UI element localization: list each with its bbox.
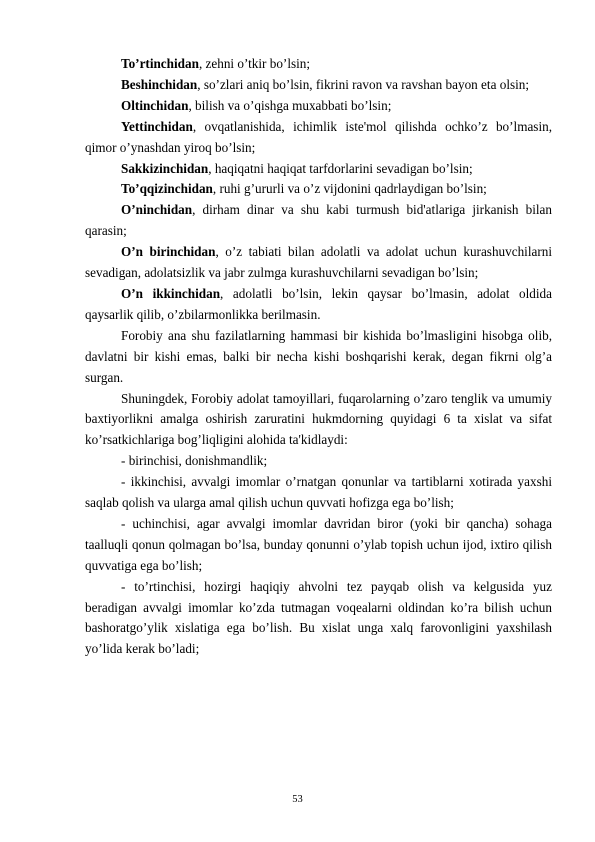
paragraph-text: - ikkinchisi, avvalgi imomlar o’rnatgan qonunlar va tartiblarni xotirada yaxshi saqlab qolish va ularga amal qilish uchun quvvati hofizga ega bo’lish; xyxy=(85,474,552,511)
paragraph-principles xyxy=(85,389,552,452)
paragraph-text: , ovqatlanishida, ichimlik iste'mol qilishda ochko’z bo’lmasin, qimor o’ynashdan yiroq bo’lsin; xyxy=(85,118,552,155)
paragraph-lead: Sakkizinchidan xyxy=(121,160,209,176)
paragraph-text: , ruhi g’ururli va o’z vijdonini qadrlaydigan bo’lsin; xyxy=(212,181,487,197)
paragraph-9th-quality xyxy=(85,179,552,200)
list-item-fourth xyxy=(85,577,552,661)
paragraph-10th-quality xyxy=(85,200,552,242)
paragraph-text: - uchinchisi, agar avvalgi imomlar davridan biror (yoki bir qancha) sohaga taalluqli qonun qolmagan bo’lsa, bunday qonunni o’ylab topish uchun ijod, ixtiro qilish quvvatiga ega bo’lish; xyxy=(85,515,552,573)
paragraph-text: Shuningdek, Forobiy adolat tamoyillari, fuqarolarning o’zaro tenglik va umumiy baxtiyorlikni amalga oshirish zaruratini hukmdorning quyidagi 6 ta xislat va sifat ko’rsatkichlariga bog’liqligini alohida ta'kidlaydi: xyxy=(85,390,552,448)
paragraph-text: - birinchisi, donishmandlik; xyxy=(121,453,268,469)
paragraph-text: , haqiqatni haqiqat tarfdorlarini sevadigan bo’lsin; xyxy=(208,160,473,176)
paragraph-11th-quality xyxy=(85,242,552,284)
paragraph-8th-quality xyxy=(85,159,552,180)
paragraph-text: , zehni o’tkir bo’lsin; xyxy=(198,56,311,71)
paragraph-lead: O’ninchidan xyxy=(121,202,193,218)
paragraph-lead: To’qqizinchidan xyxy=(121,181,213,197)
paragraph-6th-quality xyxy=(85,96,552,117)
paragraph-7th-quality xyxy=(85,117,552,159)
paragraph-text: - to’rtinchisi, hozirgi haqiqiy ahvolni tez payqab olish va kelgusida yuz beradigan avvalgi imomlar ko’zda tutmagan voqealarni oldindan ko’ra bilish uchun bashoratgo’ylik xislatiga ega bo’lish. Bu xislat unga xalq farovonligini yaxshilash yo’lida kerak bo’ladi; xyxy=(85,578,552,657)
page-body xyxy=(85,54,552,660)
paragraph-lead: O’n birinchidan xyxy=(121,244,216,260)
paragraph-lead: Beshinchidan xyxy=(121,76,198,92)
paragraph-lead: To’rtinchidan xyxy=(121,56,199,71)
list-item-third xyxy=(85,514,552,577)
paragraph-12th-quality xyxy=(85,284,552,326)
paragraph-4th-quality xyxy=(85,54,552,75)
page-number: 53 xyxy=(292,794,303,805)
paragraph-5th-quality xyxy=(85,75,552,96)
list-item-first xyxy=(85,451,552,472)
paragraph-text: , o’z tabiati bilan adolatli va adolat uchun kurashuvchilarni sevadigan, adolatsizlik va jabr zulmga kurashuvchilarni sevadigan bo’lsin; xyxy=(85,244,552,281)
paragraph-text: , dirham dinar va shu kabi turmush bid'atlariga jirkanish bilan qarasin; xyxy=(85,202,552,239)
paragraph-farobi-view xyxy=(85,326,552,389)
paragraph-text: Forobiy ana shu fazilatlarning hammasi bir kishida bo’lmasligini hisobga olib, davlatni bir kishi emas, balki bir necha kishi boshqarishi kerak, degan fikrni olg’a surgan. xyxy=(85,327,552,385)
paragraph-lead: O’n ikkinchidan xyxy=(121,285,221,301)
paragraph-text: , adolatli bo’lsin, lekin qaysar bo’lmasin, adolat oldida qaysarlik qilib, o’zbilarmonlikka berilmasin. xyxy=(85,285,552,322)
paragraph-text: , so’zlari aniq bo’lsin, fikrini ravon va ravshan bayon eta olsin; xyxy=(197,76,530,92)
paragraph-lead: Oltinchidan xyxy=(121,97,189,113)
list-item-second xyxy=(85,472,552,514)
paragraph-lead: Yettinchidan xyxy=(121,118,193,134)
paragraph-text: , bilish va o’qishga muxabbati bo’lsin; xyxy=(188,97,392,113)
